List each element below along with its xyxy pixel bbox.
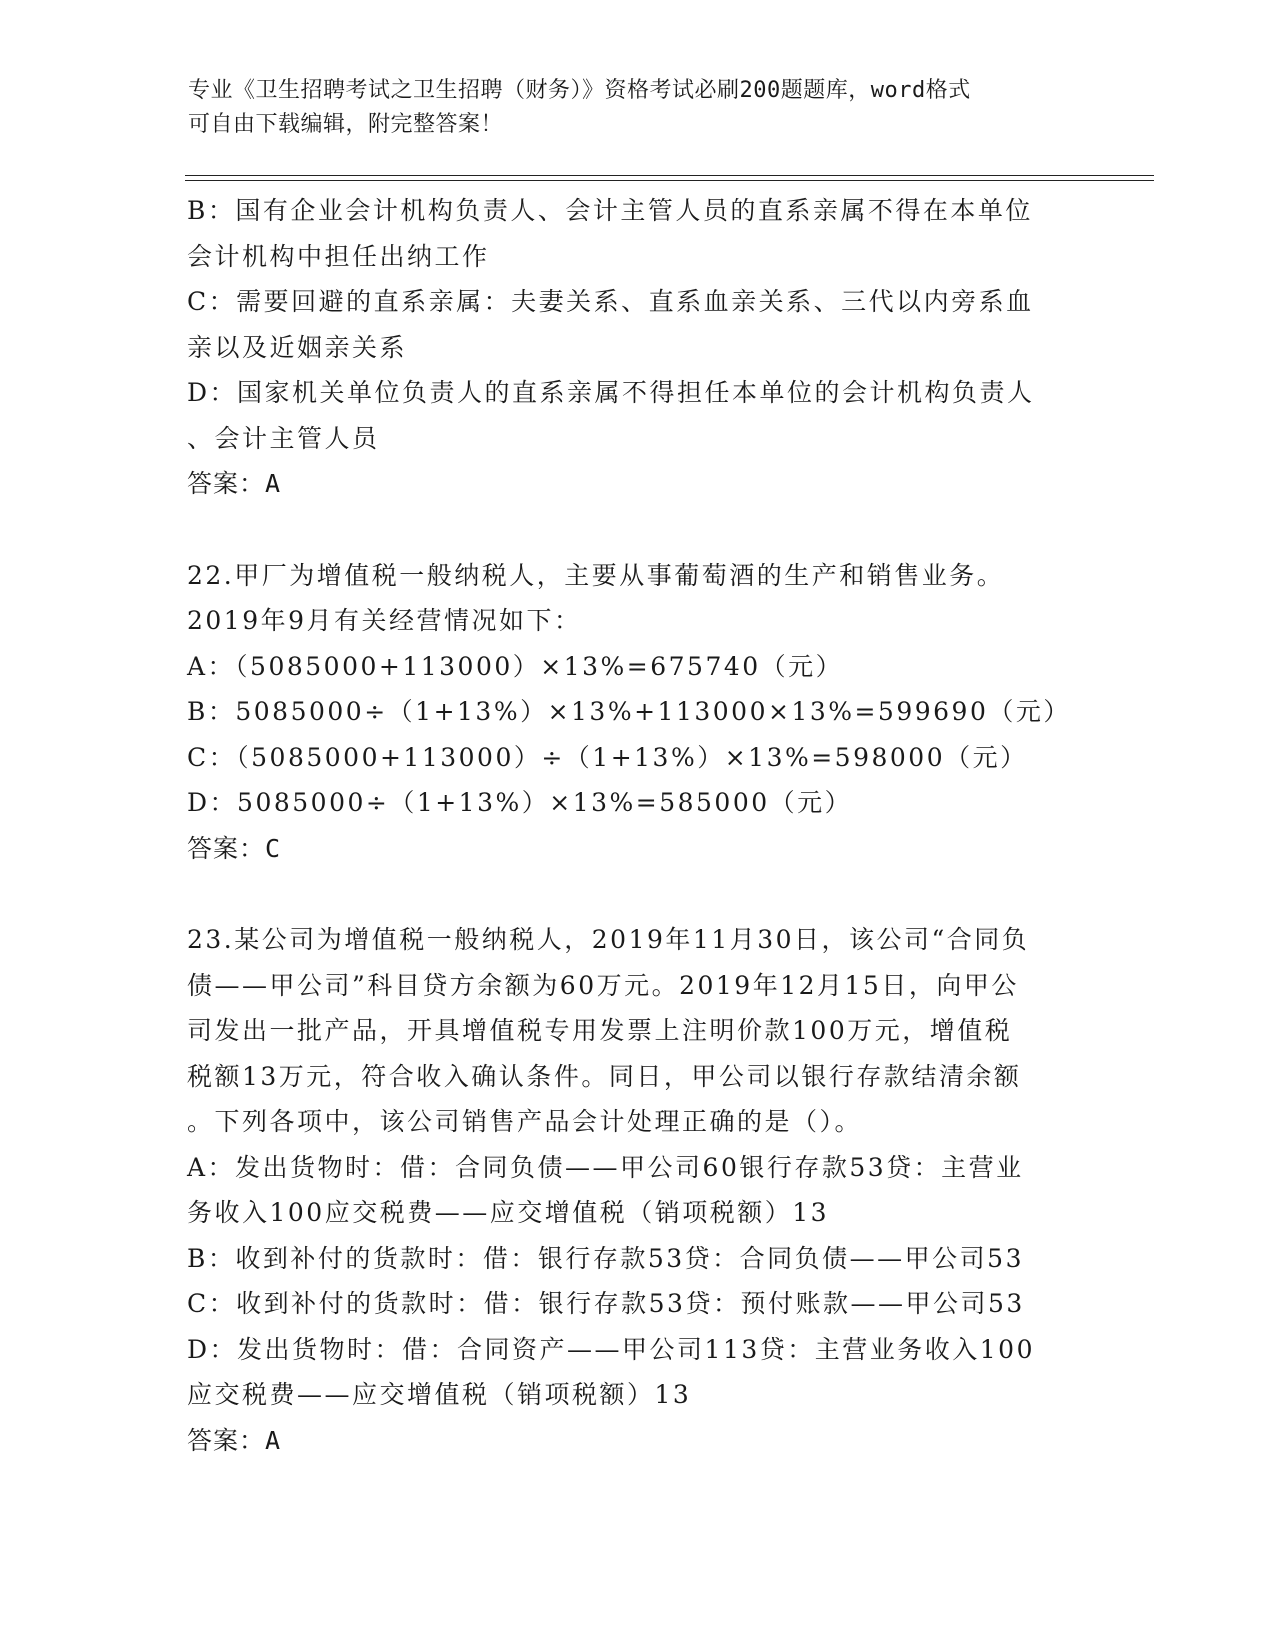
q22-option-c: C：（5085000+113000）÷（1+13%）×13%=598000（元） <box>187 742 1028 772</box>
q23-option-a-line-1: A：发出货物时：借：合同负债——甲公司60银行存款53贷：主营业 <box>187 1152 1024 1182</box>
q23-option-a-line-2: 务收入100应交税费——应交增值税（销项税额）13 <box>187 1198 830 1227</box>
q21-option-b-line-2: 会计机构中担任出纳工作 <box>187 241 490 271</box>
q21-answer: 答案：A <box>187 469 282 498</box>
q22-answer: 答案：C <box>187 833 282 863</box>
q22-option-a: A：（5085000+113000）×13%=675740（元） <box>187 651 844 681</box>
q22-option-b: B：5085000÷（1+13%）×13%+113000×13%=599690（元） <box>187 697 1071 726</box>
q23-question-line-1: 23.某公司为增值税一般纳税人，2019年11月30日，该公司“合同负 <box>187 925 1030 954</box>
q22-option-d: D：5085000÷（1+13%）×13%=585000（元） <box>187 788 853 817</box>
q22-question-line-2: 2019年9月有关经营情况如下： <box>187 606 582 635</box>
header-divider <box>185 175 1154 181</box>
q23-option-d-line-2: 应交税费——应交增值税（销项税额）13 <box>187 1380 692 1409</box>
q23-option-c: C：收到补付的货款时：借：银行存款53贷：预付账款——甲公司53 <box>187 1289 1025 1318</box>
question-23 <box>187 917 1087 1463</box>
q23-answer: 答案：A <box>187 1425 282 1455</box>
question-21 <box>187 188 1087 507</box>
spacer <box>187 507 1087 553</box>
q23-question-line-4: 税额13万元，符合收入确认条件。同日，甲公司以银行存款结清余额 <box>187 1061 1022 1091</box>
header-title-line-2: 可自由下载编辑，附完整答案！ <box>188 112 504 137</box>
q23-option-b: B：收到补付的货款时：借：银行存款53贷：合同负债——甲公司53 <box>187 1243 1024 1273</box>
spacer <box>187 871 1087 917</box>
q23-option-d-line-1: D：发出货物时：借：合同资产——甲公司113贷：主营业务收入100 <box>187 1334 1035 1364</box>
q21-option-c-line-2: 亲以及近姻亲关系 <box>187 332 408 362</box>
q21-option-d-line-1: D：国家机关单位负责人的直系亲属不得担任本单位的会计机构负责人 <box>187 378 1035 407</box>
question-22 <box>187 553 1087 872</box>
q21-option-b-line-1: B：国有企业会计机构负责人、会计主管人员的直系亲属不得在本单位 <box>187 196 1033 225</box>
q23-question-line-5: 。下列各项中，该公司销售产品会计处理正确的是（）。 <box>187 1107 863 1136</box>
document-body <box>187 188 1087 1463</box>
q23-question-line-3: 司发出一批产品，开具增值税专用发票上注明价款100万元，增值税 <box>187 1016 1013 1045</box>
q21-option-c-line-1: C：需要回避的直系亲属：夫妻关系、直系血亲关系、三代以内旁系血 <box>187 287 1034 316</box>
q23-question-line-2: 债——甲公司”科目贷方余额为60万元。2019年12月15日，向甲公 <box>187 970 1019 1000</box>
page-header <box>188 74 1088 142</box>
header-title-line-1: 专业《卫生招聘考试之卫生招聘（财务）》资格考试必刷200题题库，word格式 <box>188 78 971 103</box>
q21-option-d-line-2: 、会计主管人员 <box>187 423 380 453</box>
q22-question-line-1: 22.甲厂为增值税一般纳税人，主要从事葡萄酒的生产和销售业务。 <box>187 560 1005 590</box>
